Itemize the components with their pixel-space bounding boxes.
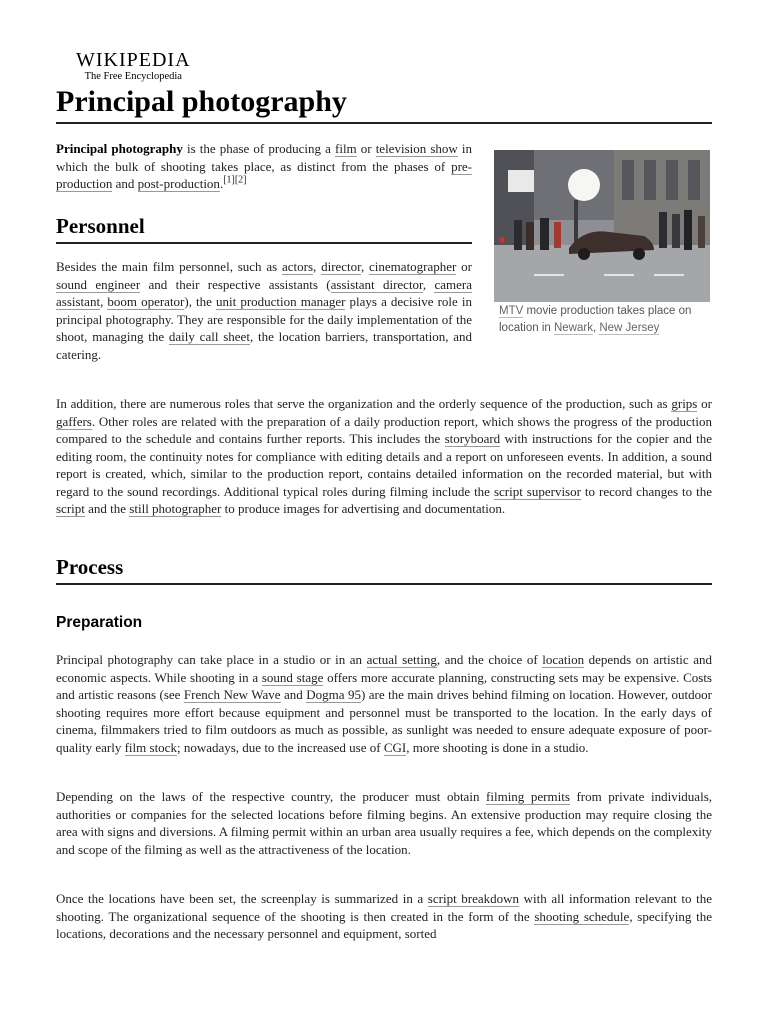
link-script[interactable]: script — [56, 501, 85, 516]
personnel-paragraph-1 — [56, 258, 472, 363]
link-grips[interactable]: grips — [671, 396, 698, 411]
wikipedia-logo[interactable] — [76, 50, 191, 83]
reference-citations[interactable]: [1][2] — [223, 174, 247, 186]
text: , — [360, 259, 370, 274]
intro-bold-term: Principal photography — [56, 141, 183, 156]
link-french-new-wave[interactable]: French New Wave — [183, 687, 281, 702]
text: or — [697, 396, 712, 411]
text: , specifying the locations, decorations and the necessary personnel and equipment, sorted — [56, 908, 712, 941]
link-cinematographer[interactable]: cinematographer — [369, 259, 457, 274]
link-assistant-director[interactable]: assistant director — [330, 276, 423, 292]
text: In addition, there are numerous roles that serve the organization and the orderly sequence of the production, such as — [56, 396, 672, 411]
section-heading-process: Process — [56, 554, 712, 585]
text: . Other roles are related with the preparation of a daily production report, which shows the progress of the production compared to the schedule and contains further reports. This includes the — [56, 413, 712, 446]
text: , and the choice of — [436, 652, 543, 667]
link-new-jersey[interactable]: New Jersey — [599, 322, 660, 334]
link-television-show[interactable]: television show — [375, 141, 458, 156]
text: , — [100, 294, 108, 309]
link-boom-operator[interactable]: boom operator — [107, 294, 185, 309]
text: , — [422, 276, 435, 292]
text: in which the bulk of shooting takes place, as distinct from the phases of — [56, 141, 472, 174]
link-sound-engineer[interactable]: sound engineer — [56, 276, 141, 292]
link-sound-stage[interactable]: sound stage — [261, 669, 324, 685]
text: ; nowadays, due to the increased use of — [176, 739, 384, 755]
text: plays a decisive role in principal photography. They are responsible for the daily implementation of the shoot, managing the — [56, 294, 472, 344]
link-dogma-95[interactable]: Dogma 95 — [306, 687, 361, 702]
text: , — [313, 259, 322, 274]
text: depends on artistic and economic aspects. While shooting in a — [56, 652, 713, 685]
link-film-stock[interactable]: film stock — [124, 739, 177, 755]
link-daily-call-sheet[interactable]: daily call sheet — [168, 329, 250, 344]
link-newark[interactable]: Newark — [553, 322, 593, 334]
link-gaffers[interactable]: gaffers — [56, 413, 92, 429]
link-post-production[interactable]: post-production — [137, 176, 220, 191]
text: and — [112, 176, 138, 191]
link-pre-production[interactable]: pre-production — [56, 158, 472, 191]
logo-tagline: The Free Encyclopedia — [84, 71, 182, 82]
link-storyboard[interactable]: storyboard — [444, 431, 501, 446]
text: is the phase of producing a — [182, 141, 335, 156]
text: from private individuals, authorities or companies for the selected locations before filming begins. An extensive production may require closing the area with signs and diversions. A filming permit within an urban area usually requires a fee, which depends on the complexity and scope of the filming as well as the attractiveness of the location. — [56, 789, 713, 857]
text: and the — [84, 501, 130, 516]
text: . — [219, 176, 224, 191]
text: , more shooting is done in a studio. — [406, 739, 589, 755]
link-actors[interactable]: actors — [281, 259, 314, 274]
subsection-heading-preparation: Preparation — [56, 614, 143, 631]
link-mtv[interactable]: MTV — [499, 305, 524, 317]
text: and their respective assistants ( — [140, 276, 331, 292]
text: or — [456, 259, 472, 274]
text: with all information relevant to the shooting. The organizational sequence of the shooting is then created in the form of the — [56, 891, 712, 924]
text: or — [356, 141, 376, 156]
link-script-breakdown[interactable]: script breakdown — [427, 891, 520, 906]
preparation-paragraph-2 — [56, 788, 712, 858]
link-actual-setting[interactable]: actual setting — [366, 652, 437, 667]
text: to produce images for advertising and documentation. — [221, 501, 506, 516]
link-script-supervisor[interactable]: script supervisor — [493, 483, 581, 499]
link-still-photographer[interactable]: still photographer — [129, 501, 222, 516]
text: offers more accurate planning, constructing sets may be expensive. Costs and artistic reasons (see — [56, 669, 712, 702]
text: , — [592, 322, 600, 334]
preparation-paragraph-3 — [56, 890, 712, 943]
link-director[interactable]: director — [321, 259, 361, 274]
text: Besides the main film personnel, such as — [56, 259, 282, 274]
link-shooting-schedule[interactable]: shooting schedule — [534, 908, 630, 924]
text: to record changes to the — [580, 483, 712, 499]
link-cgi[interactable]: CGI — [383, 739, 407, 755]
text: Once the locations have been set, the screenplay is summarized in a — [56, 891, 428, 906]
link-location[interactable]: location — [542, 652, 585, 667]
section-heading-personnel: Personnel — [56, 213, 472, 244]
link-camera-assistant[interactable]: camera assistant — [56, 276, 472, 309]
text: Principal photography can take place in a studio or in an — [56, 652, 367, 667]
link-film[interactable]: film — [335, 141, 357, 156]
production-photo[interactable] — [494, 150, 710, 302]
figure-caption — [494, 303, 710, 337]
logo-wordmark: WIKIPEDIA — [76, 49, 191, 71]
text: Depending on the laws of the respective country, the producer must obtain — [56, 789, 487, 804]
link-filming-permits[interactable]: filming permits — [486, 789, 570, 804]
text: movie production takes place on location in — [499, 305, 692, 334]
text: ) are the main drives behind filming on location. However, outdoor shooting requires more effort because equipment and personnel must be transported to the location. In the early days of cinema, filmmakers tried to film outdoors as much as possible, as sunlight was needed to ensure adequate exposure of poor-quality early — [56, 687, 712, 755]
text: with instructions for the copier and the editing room, the continuity notes for compliance with editing details and a report on unforeseen events. In addition, a sound report is created, which, similar to the production report, contains detailed information on the recorded material, but with regard to the sound recordings. Additional typical roles during filming include the — [56, 431, 712, 499]
text: , the location barriers, transportation, and catering. — [56, 329, 473, 362]
page-title: Principal photography — [56, 84, 712, 124]
preparation-paragraph-1 — [56, 651, 712, 756]
personnel-paragraph-2 — [56, 395, 712, 518]
link-unit-production-manager[interactable]: unit production manager — [216, 294, 346, 309]
text: ), the — [184, 294, 217, 309]
intro-paragraph — [56, 140, 472, 193]
figure — [494, 150, 710, 337]
text: and — [280, 687, 307, 702]
